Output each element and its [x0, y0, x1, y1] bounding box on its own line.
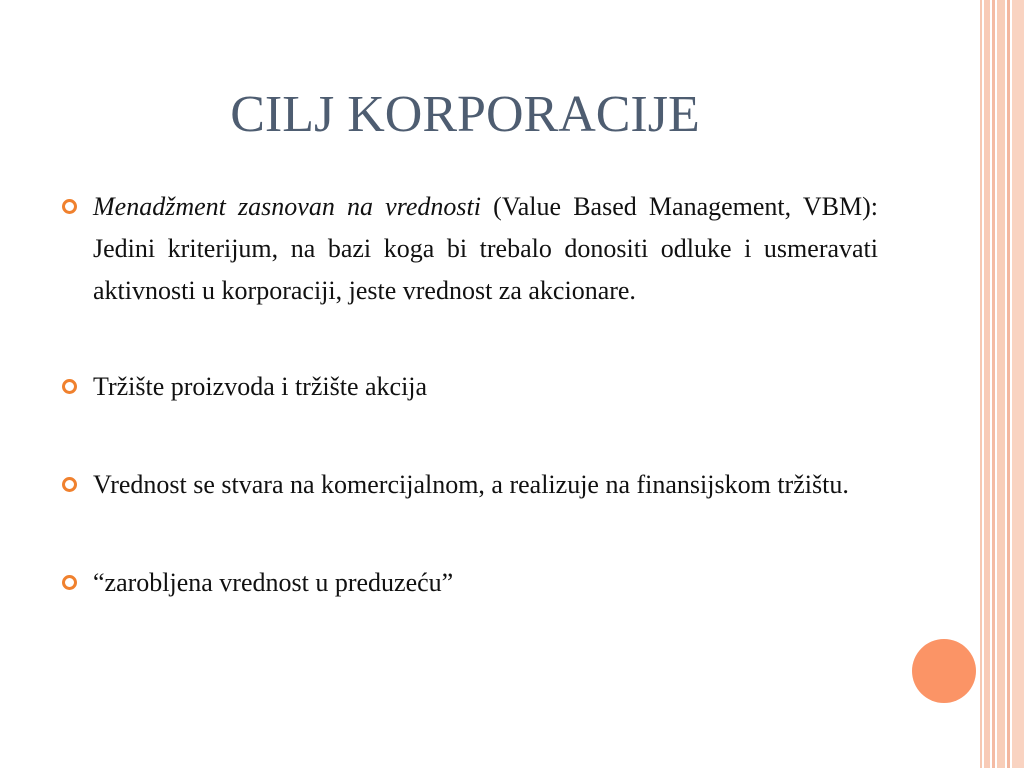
bullet-circle-icon	[62, 575, 77, 590]
bullet-text: Tržište proizvoda i tržište akcija	[93, 372, 428, 401]
decorative-stripe	[1012, 0, 1024, 768]
bullet-circle-icon	[62, 379, 77, 394]
bullet-circle-icon	[62, 199, 77, 214]
decorative-stripe	[980, 0, 982, 768]
bullet-text: Vrednost se stvara na komercijalnom, a realizuje na finansijskom tržištu.	[93, 470, 849, 499]
bullet-circle-icon	[62, 477, 77, 492]
decorative-stripe	[997, 0, 1005, 768]
bullet-text: (Value Based Management, VBM): Jedini kriterijum, na bazi koga bi trebalo donositi odluke i usmeravati aktivnosti u korporaciji, jeste vrednost za akcionare.	[93, 192, 878, 305]
bullet-item	[60, 562, 878, 604]
slide-title: CILJ KORPORACIJE	[230, 86, 700, 143]
decorative-stripe	[1007, 0, 1010, 768]
decorative-stripe	[992, 0, 995, 768]
decorative-stripe	[984, 0, 990, 768]
bullet-list	[60, 186, 878, 604]
bullet-item	[60, 366, 878, 408]
bullet-item	[60, 464, 878, 506]
bullet-item	[60, 186, 878, 312]
bullet-text: “zarobljena vrednost u preduzeću”	[93, 568, 454, 597]
decorative-circle	[912, 639, 976, 703]
bullet-italic-lead: Menadžment zasnovan na vrednosti	[93, 192, 481, 221]
